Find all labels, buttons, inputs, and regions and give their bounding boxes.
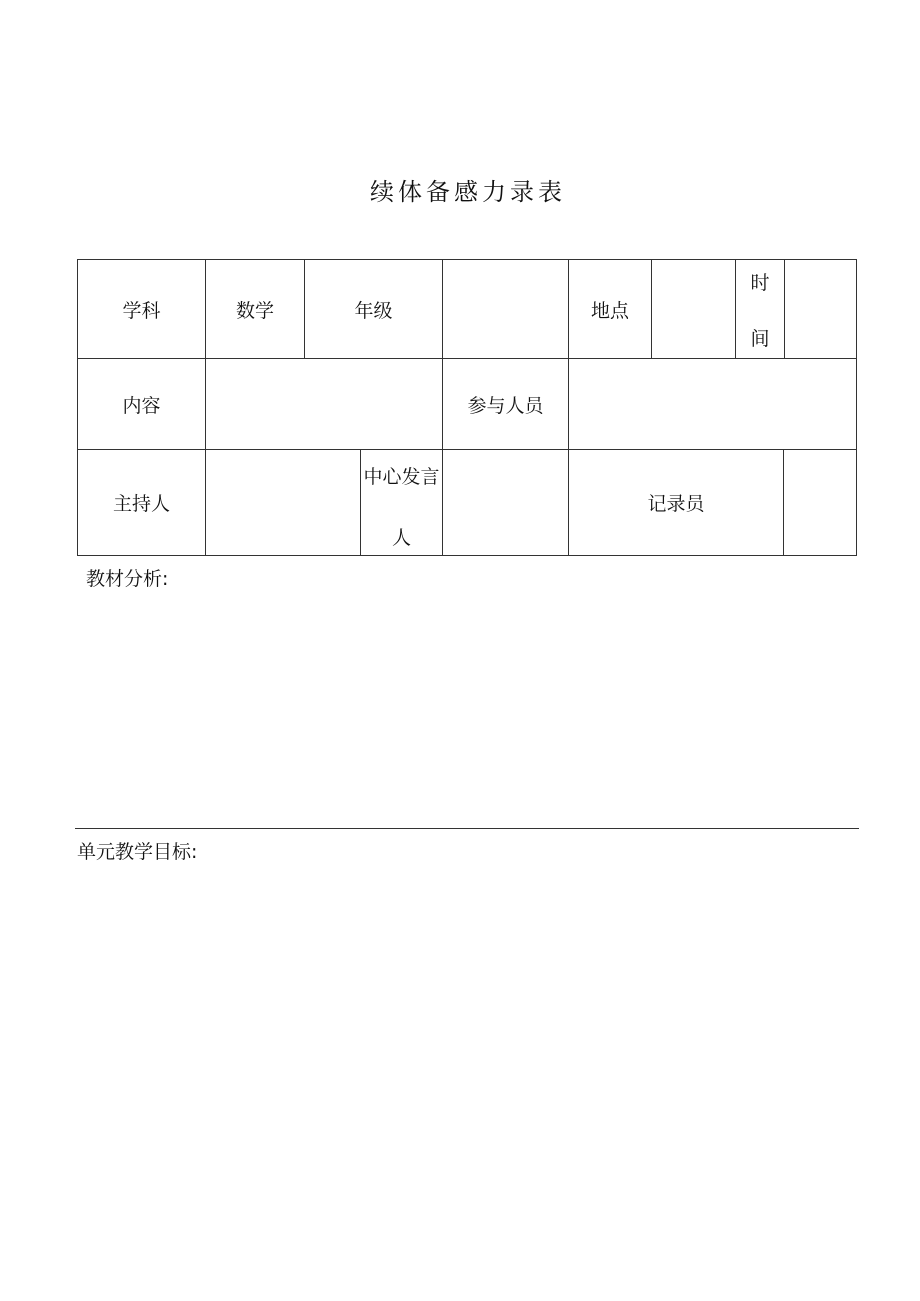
speaker-value[interactable] [443, 450, 568, 555]
content-label: 内容 [122, 394, 161, 417]
content-value[interactable] [206, 359, 442, 449]
speaker-label-line2: 人 [391, 527, 411, 549]
subject-label: 学科 [122, 299, 161, 322]
recorder-value[interactable] [784, 450, 856, 555]
time-label [736, 260, 784, 358]
location-label: 地点 [590, 299, 629, 322]
section-divider [75, 828, 859, 829]
recorder-label: 记录员 [647, 493, 705, 515]
participants-value[interactable] [569, 359, 856, 449]
time-label-line2: 间 [750, 328, 770, 350]
participants-label: 参与人员 [467, 394, 544, 417]
location-value[interactable] [652, 260, 735, 358]
time-label-line1: 时 [750, 272, 770, 294]
subject-value[interactable]: 数学 [235, 299, 274, 322]
page-title: 续体备感力录表 [370, 178, 566, 206]
speaker-label [361, 450, 442, 555]
material-analysis-label: 教材分析: [86, 568, 169, 590]
speaker-label-line1: 中心发言 [363, 466, 440, 488]
grade-value[interactable] [443, 260, 568, 358]
info-table [77, 259, 857, 556]
unit-goals-label: 单元教学目标: [77, 841, 198, 863]
host-label: 主持人 [112, 493, 170, 515]
time-value[interactable] [785, 260, 856, 358]
grade-label: 年级 [354, 299, 393, 322]
host-value[interactable] [206, 450, 360, 555]
